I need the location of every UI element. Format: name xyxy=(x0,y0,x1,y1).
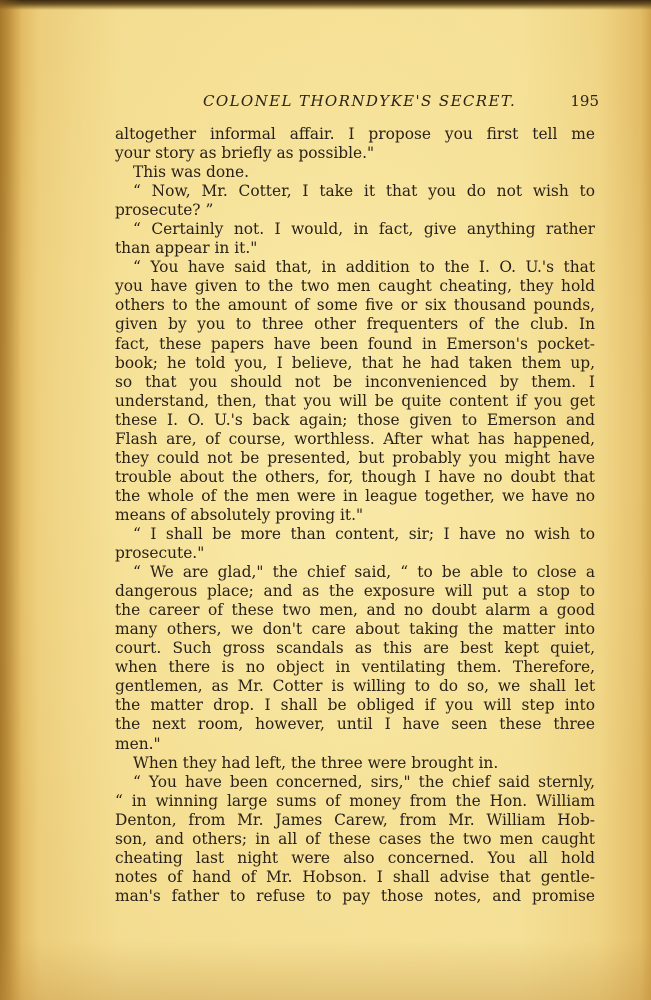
page-top-edge xyxy=(0,0,651,10)
text-line: the next room, however, until I have seen these three xyxy=(115,715,595,734)
text-line: “ You have been concerned, sirs," the chief said sternly, xyxy=(133,772,595,791)
gutter-shadow xyxy=(0,0,22,1000)
text-line: trouble about the others, for, though I have no doubt that xyxy=(115,467,595,486)
text-line: This was done. xyxy=(133,163,250,182)
text-line: “ in winning large sums of money from the Hon. William xyxy=(115,791,595,810)
text-line: Flash are, of course, worthless. After what has happened, xyxy=(115,429,595,448)
text-line: Denton, from Mr. James Carew, from Mr. William Hob- xyxy=(115,810,595,829)
text-line: son, and others; in all of these cases the two men caught xyxy=(115,829,595,848)
text-line: than appear in it." xyxy=(115,239,258,258)
text-line: others to the amount of some five or six thousand pounds, xyxy=(115,296,595,315)
text-line: court. Such gross scandals as this are best kept quiet, xyxy=(115,639,595,658)
text-line: gentlemen, as Mr. Cotter is willing to do so, we shall let xyxy=(115,677,595,696)
text-line: “ Now, Mr. Cotter, I take it that you do not wish to xyxy=(133,182,595,201)
text-line: “ We are glad," the chief said, “ to be able to close a xyxy=(133,563,595,582)
page-number: 195 xyxy=(570,92,599,110)
text-line: means of absolutely proving it." xyxy=(115,505,364,524)
page-header xyxy=(115,92,599,114)
text-line: “ Certainly not. I would, in fact, give anything rather xyxy=(133,220,595,239)
text-line: prosecute." xyxy=(115,544,205,563)
text-line: altogether informal affair. I propose you first tell me xyxy=(115,125,595,143)
text-line: notes of hand of Mr. Hobson. I shall advise that gentle- xyxy=(115,867,595,886)
text-line: you have given to the two men caught cheating, they hold xyxy=(115,277,595,296)
text-line: man's father to refuse to pay those notes, and promise xyxy=(115,886,595,905)
text-line: so that you should not be inconvenienced by them. I xyxy=(115,372,595,391)
body-text xyxy=(115,125,595,906)
text-line: the matter drop. I shall be obliged if you will step into xyxy=(115,696,595,715)
text-line: they could not be presented, but probably you might have xyxy=(115,448,595,467)
text-line: these I. O. U.'s back again; those given to Emerson and xyxy=(115,410,595,429)
text-line: many others, we don't care about taking the matter into xyxy=(115,620,595,639)
text-line: prosecute? ” xyxy=(115,201,214,220)
text-line: men." xyxy=(115,734,161,753)
text-line: When they had left, the three were brought in. xyxy=(133,753,499,772)
text-line: the career of these two men, and no doubt alarm a good xyxy=(115,601,595,620)
text-line: fact, these papers have been found in Emerson's pocket- xyxy=(115,334,595,353)
text-line: your story as briefly as possible." xyxy=(115,144,375,163)
text-line: when there is no object in ventilating them. Therefore, xyxy=(115,658,595,677)
page-bottom-shade xyxy=(0,940,651,1000)
text-line: dangerous place; and as the exposure will put a stop to xyxy=(115,582,595,601)
text-line: book; he told you, I believe, that he had taken them up, xyxy=(115,353,595,372)
text-line: “ You have said that, in addition to the I. O. U.'s that xyxy=(133,258,595,277)
text-line: understand, then, that you will be quite content if you get xyxy=(115,391,595,410)
text-line: the whole of the men were in league together, we have no xyxy=(115,486,595,505)
text-line: given by you to three other frequenters of the club. In xyxy=(115,315,595,334)
text-line: cheating last night were also concerned. You all hold xyxy=(115,848,595,867)
running-head: COLONEL THORNDYKE'S SECRET. xyxy=(203,92,517,110)
text-line: “ I shall be more than content, sir; I have no wish to xyxy=(133,524,595,543)
